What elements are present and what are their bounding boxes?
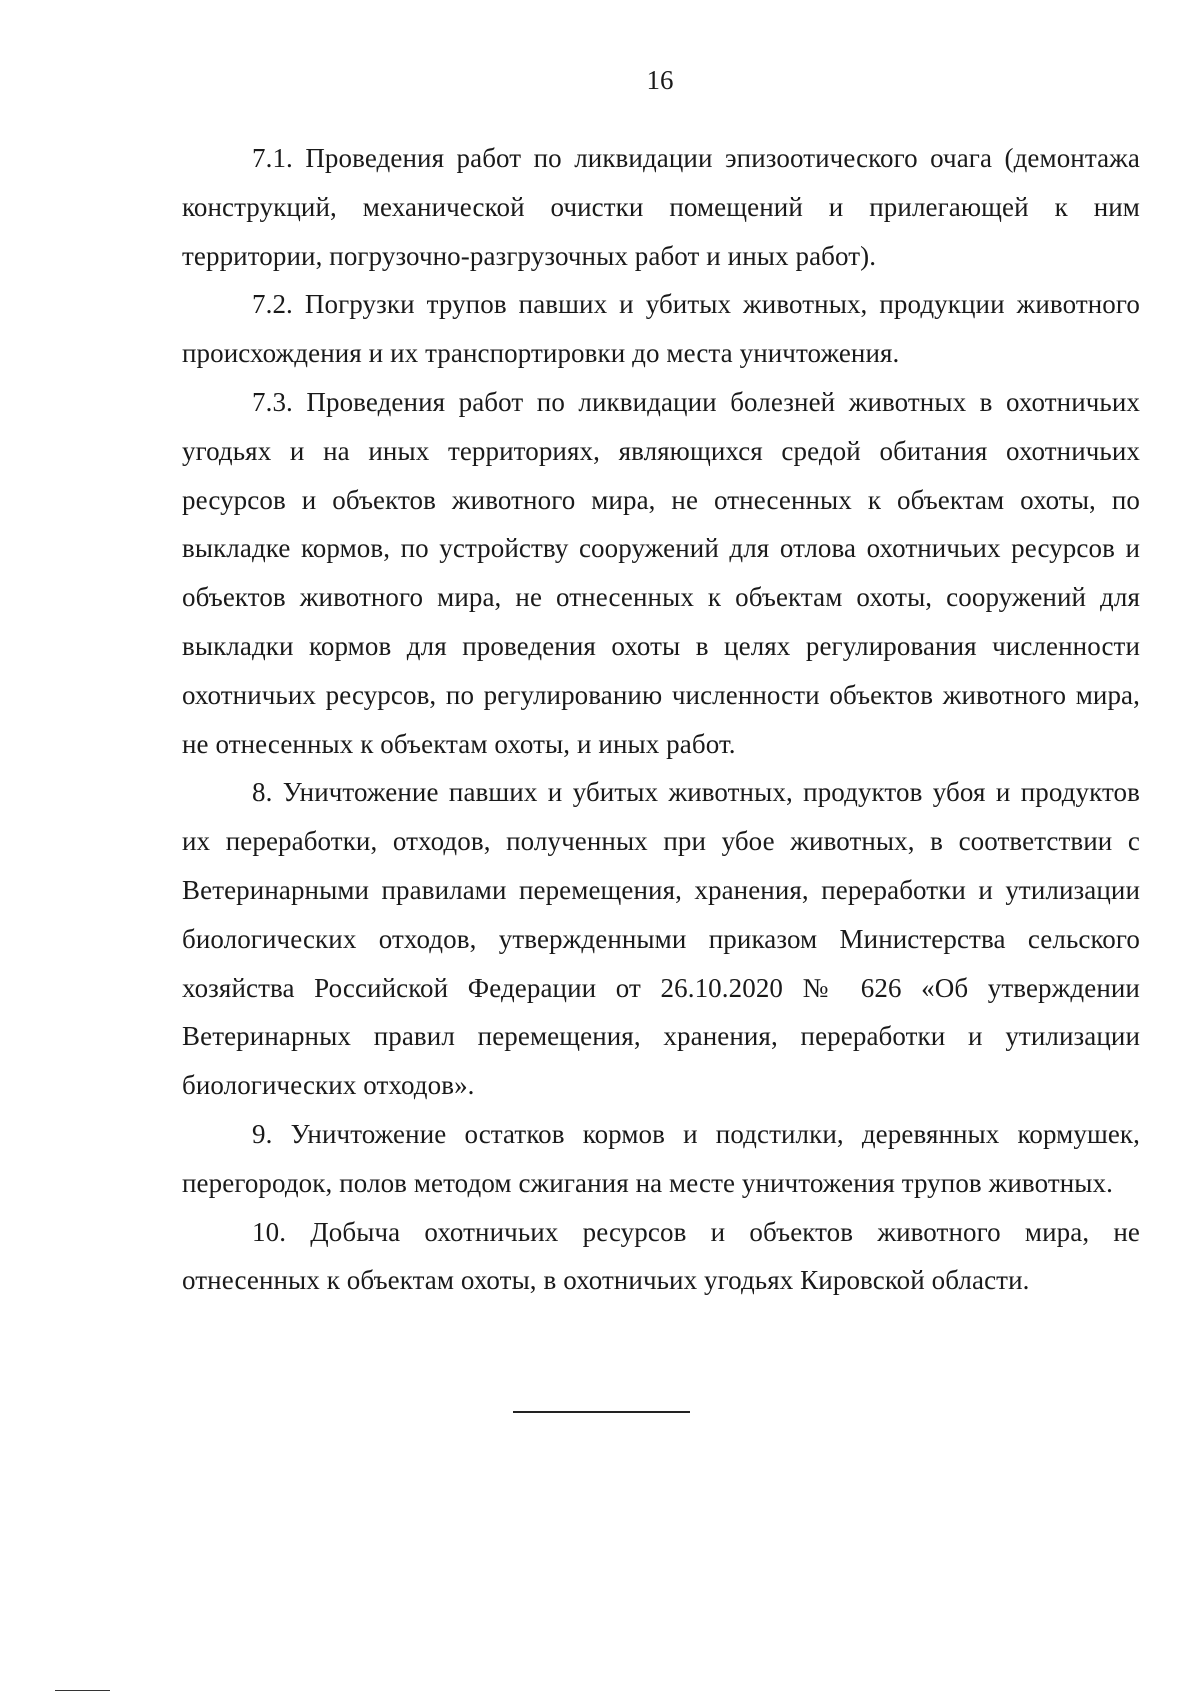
document-body: [182, 134, 1140, 1305]
paragraph-8: 8. Уничтожение павших и убитых животных, продуктов убоя и продуктов их переработки, отходов, полученных при убое животных, в соответствии с Ветеринарными правилами перемещения, хранения, переработки и утилизации биологических отходов, утвержденными приказом Министерства сельского хозяйства Российской Федерации от 26.10.2020 № 626 «Об утверждении Ветеринарных правил перемещения, хранения, переработки и утилизации биологических отходов».: [182, 777, 1140, 1101]
corner-scan-mark: [55, 1690, 110, 1691]
page-number: 16: [646, 65, 674, 95]
paragraph-7-3: 7.3. Проведения работ по ликвидации болезней животных в охотничьих угодьях и на иных территориях, являющихся средой обитания охотничьих ресурсов и объектов животного мира, не отнесенных к объектам охоты, по выкладке кормов, по устройству сооружений для отлова охотничьих ресурсов и объектов животного мира, не отнесенных к объектам охоты, сооружений для выкладки кормов для проведения охоты в целях регулирования численности охотничьих ресурсов, по регулированию численности объектов животного мира, не отнесенных к объектам охоты, и иных работ.: [182, 386, 1140, 759]
end-of-document-rule: [513, 1411, 690, 1413]
paragraph-9: 9. Уничтожение остатков кормов и подстилки, деревянных кормушек, перегородок, полов методом сжигания на месте уничтожения трупов животных.: [182, 1118, 1140, 1198]
paragraph-7-1: 7.1. Проведения работ по ликвидации эпизоотического очага (демонтажа конструкций, механической очистки помещений и прилегающей к ним территории, погрузочно-разгрузочных работ и иных работ).: [182, 143, 1140, 271]
paragraph-7-2: 7.2. Погрузки трупов павших и убитых животных, продукции животного происхождения и их транспортировки до места уничтожения.: [182, 289, 1140, 369]
paragraph-10: 10. Добыча охотничьих ресурсов и объектов животного мира, не отнесенных к объектам охоты, в охотничьих угодьях Кировской области.: [182, 1216, 1140, 1296]
